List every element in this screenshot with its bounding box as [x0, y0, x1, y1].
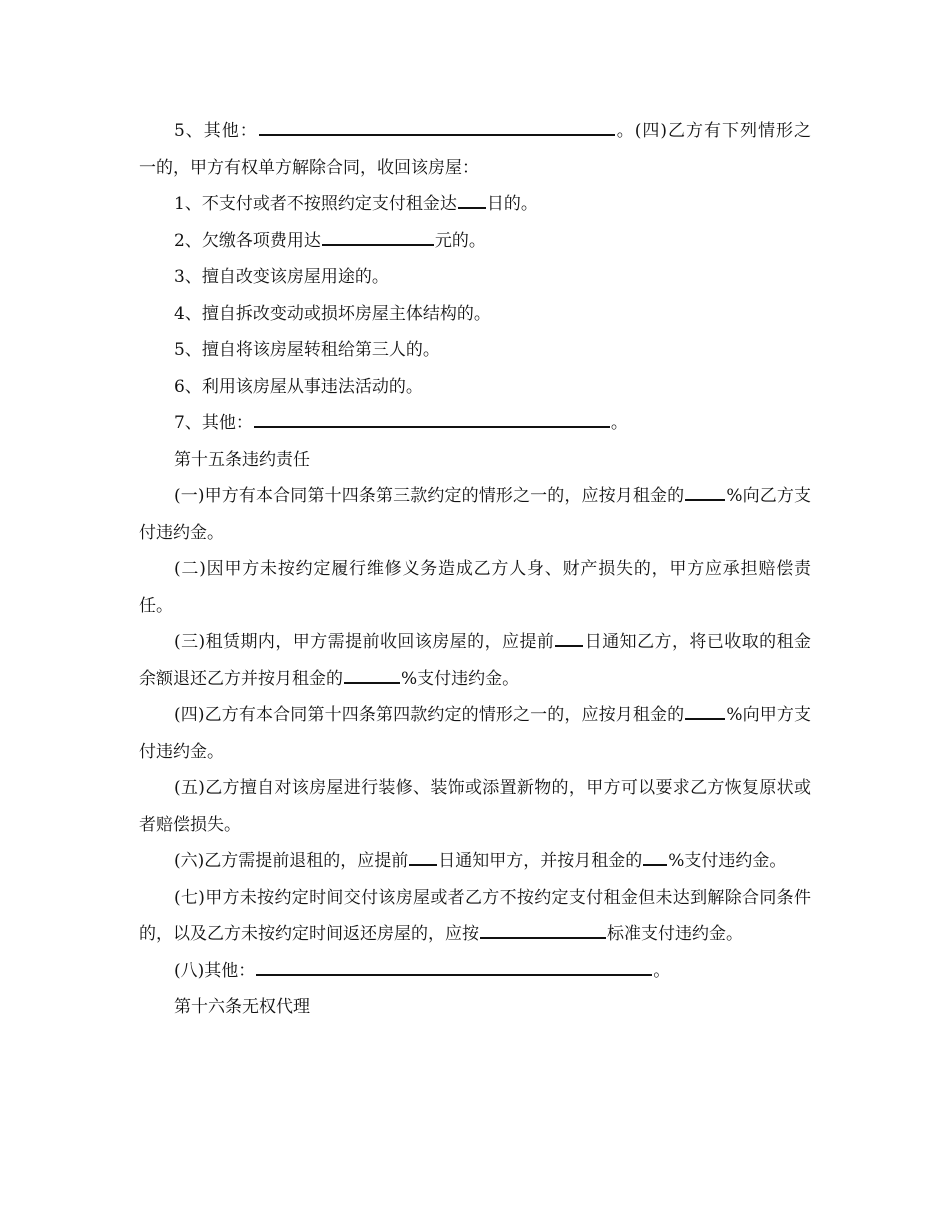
paragraph-text: 。(四)乙方有下列情形之一的，甲方有权单方解除合同，收回该房屋： [139, 121, 811, 178]
paragraph-text: (五)乙方擅自对该房屋进行装修、装饰或添置新物的，甲方可以要求乙方恢复原状或者赔偿损失。 [139, 778, 811, 835]
document-body [139, 113, 811, 1026]
fill-in-blank[interactable] [458, 206, 486, 209]
paragraph-text: %向甲方支付违约金。 [139, 705, 812, 762]
paragraph-text: (二)因甲方未按约定履行维修义务造成乙方人身、财产损失的，甲方应承担赔偿责任。 [139, 559, 811, 616]
document-page [139, 113, 811, 1026]
paragraph-text: 日的。 [486, 194, 538, 214]
paragraph-p15 [139, 843, 811, 880]
paragraph-text: (三)租赁期内，甲方需提前收回该房屋的，应提前 [174, 632, 555, 652]
paragraph-p13 [139, 697, 811, 770]
paragraph-text: 1、不支付或者不按照约定支付租金达 [174, 194, 457, 214]
paragraph-p16 [139, 880, 811, 953]
paragraph-p7 [139, 369, 811, 406]
paragraph-text: 标准支付违约金。 [607, 924, 743, 944]
fill-in-blank[interactable] [685, 717, 725, 720]
fill-in-blank[interactable] [259, 133, 615, 136]
paragraph-text: (四)乙方有本合同第十四条第四款约定的情形之一的，应按月租金的 [174, 705, 685, 725]
paragraph-p1 [139, 113, 811, 186]
paragraph-text: 5、擅自将该房屋转租给第三人的。 [174, 340, 440, 360]
paragraph-text: 日通知乙方，将已收取的租金余额退还乙方并按月租金的 [139, 632, 812, 689]
paragraph-text: 日通知甲方，并按月租金的 [438, 851, 643, 871]
fill-in-blank[interactable] [685, 498, 725, 501]
paragraph-p12 [139, 624, 811, 697]
paragraph-text: %向乙方支付违约金。 [139, 486, 812, 543]
paragraph-text: (七)甲方未按约定时间交付该房屋或者乙方不按约定支付租金但未达到解除合同条件的，以及乙方未按约定时间返还房屋的，应按 [139, 887, 811, 944]
paragraph-p9 [139, 442, 811, 479]
paragraph-text: 2、欠缴各项费用达 [174, 230, 321, 251]
paragraph-p14 [139, 770, 811, 843]
paragraph-text: 3、擅自改变该房屋用途的。 [174, 267, 389, 287]
paragraph-text: 第十六条无权代理 [174, 997, 310, 1017]
paragraph-text: (六)乙方需提前退租的，应提前 [174, 851, 409, 871]
fill-in-blank[interactable] [643, 863, 667, 866]
paragraph-text: 。 [653, 960, 671, 981]
paragraph-p4 [139, 259, 811, 296]
paragraph-text: (一)甲方有本合同第十四条第三款约定的情形之一的，应按月租金的 [174, 486, 685, 506]
fill-in-blank[interactable] [256, 973, 652, 976]
fill-in-blank[interactable] [344, 681, 400, 684]
paragraph-p18 [139, 989, 811, 1026]
paragraph-p3 [139, 223, 811, 260]
paragraph-text: %支付违约金。 [668, 851, 787, 871]
paragraph-p2 [139, 186, 811, 223]
fill-in-blank[interactable] [480, 936, 606, 939]
fill-in-blank[interactable] [409, 863, 437, 866]
paragraph-text: (八)其他： [174, 960, 256, 981]
fill-in-blank[interactable] [254, 425, 610, 428]
paragraph-text: 5、其他： [174, 121, 258, 141]
paragraph-text: 6、利用该房屋从事违法活动的。 [174, 376, 423, 397]
paragraph-text: 7、其他： [174, 413, 253, 433]
paragraph-p6 [139, 332, 811, 369]
paragraph-p17 [139, 953, 811, 990]
fill-in-blank[interactable] [322, 243, 434, 246]
paragraph-p5 [139, 296, 811, 333]
paragraph-text: %支付违约金。 [401, 668, 520, 689]
paragraph-text: 第十五条违约责任 [174, 449, 310, 470]
paragraph-text: 元的。 [434, 230, 486, 251]
paragraph-p11 [139, 551, 811, 624]
paragraph-text: 。 [610, 413, 628, 433]
paragraph-text: 4、擅自拆改变动或损坏房屋主体结构的。 [174, 303, 491, 324]
paragraph-p10 [139, 478, 811, 551]
fill-in-blank[interactable] [555, 644, 583, 647]
paragraph-p8 [139, 405, 811, 442]
